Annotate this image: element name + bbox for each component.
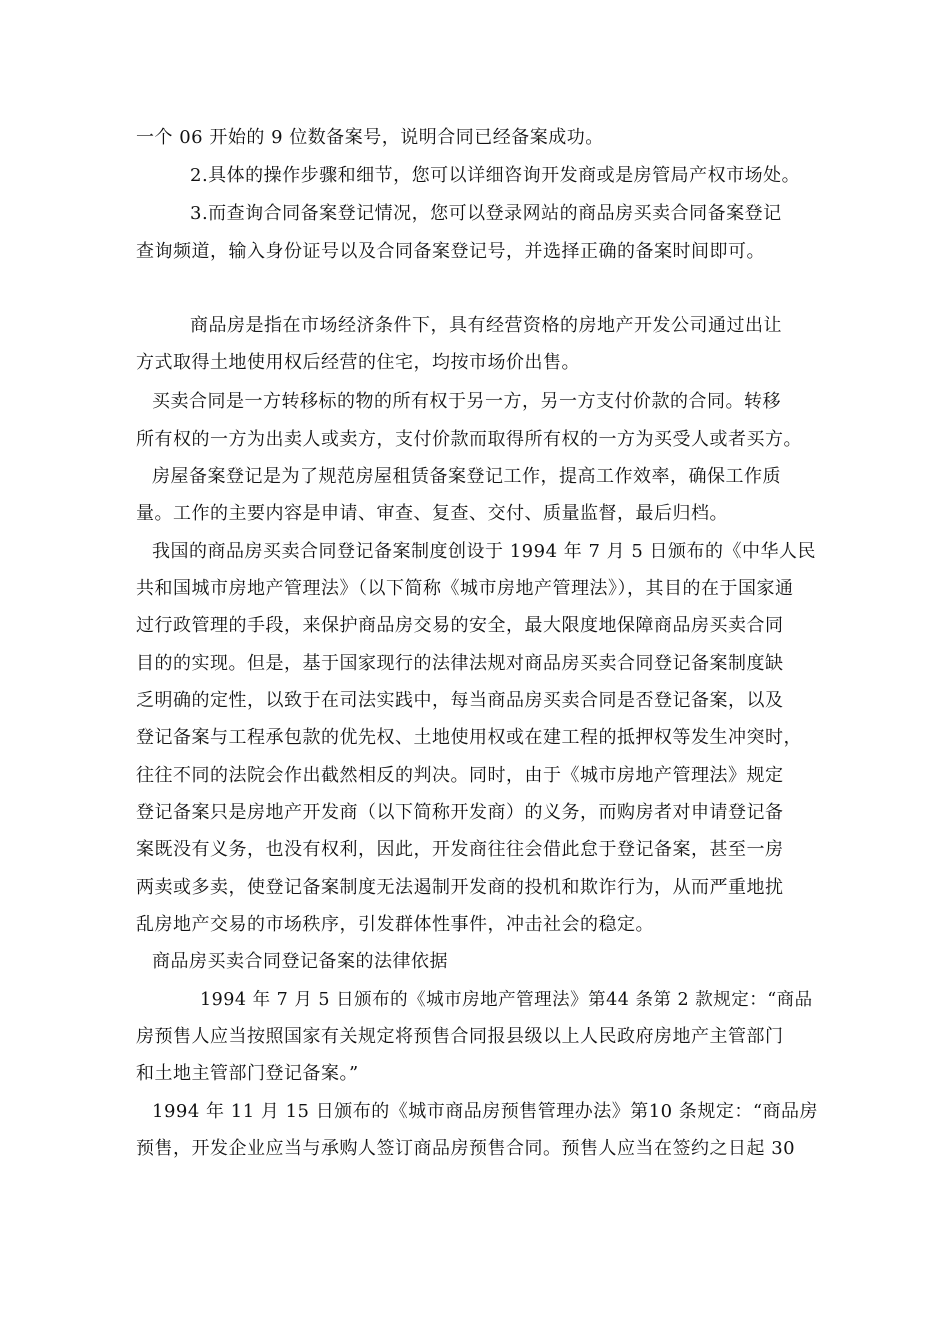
text-line: 共和国城市房地产管理法》（以下简称《城市房地产管理法》），其目的在于国家通	[136, 578, 794, 599]
text-line: 乏明确的定性，以致于在司法实践中，每当商品房买卖合同是否登记备案，以及	[136, 690, 784, 711]
text-line: 房屋备案登记是为了规范房屋租赁备案登记工作，提高工作效率，确保工作质	[152, 466, 781, 487]
text-line: 预售，开发企业应当与承购人签订商品房预售合同。预售人应当在签约之日起 30	[136, 1138, 796, 1159]
text-line: 登记备案与工程承包款的优先权、土地使用权或在建工程的抵押权等发生冲突时，	[136, 727, 802, 748]
text-line: 一个 06 开始的 9 位数备案号，说明合同已经备案成功。	[136, 127, 604, 148]
text-line: 方式取得土地使用权后经营的住宅，均按市场价出售。	[136, 352, 580, 373]
text-line: 登记备案只是房地产开发商（以下简称开发商）的义务，而购房者对申请登记备	[136, 802, 784, 823]
text-line: 案既没有义务，也没有权利，因此，开发商往往会借此怠于登记备案，甚至一房	[136, 839, 784, 860]
text-line: 所有权的一方为出卖人或卖方，支付价款而取得所有权的一方为买受人或者买方。	[136, 429, 802, 450]
text-line: 和土地主管部门登记备案。”	[136, 1063, 359, 1084]
text-line: 商品房买卖合同登记备案的法律依据	[152, 951, 448, 972]
text-line: 过行政管理的手段，来保护商品房交易的安全，最大限度地保障商品房买卖合同	[136, 615, 784, 636]
text-line: 商品房是指在市场经济条件下，具有经营资格的房地产开发公司通过出让	[190, 315, 782, 336]
text-line: 3.而查询合同备案登记情况，您可以登录网站的商品房买卖合同备案登记	[190, 203, 782, 224]
text-line: 1994 年 11 月 15 日颁布的《城市商品房预售管理办法》第10 条规定：“商品房	[152, 1101, 819, 1122]
text-line: 乱房地产交易的市场秩序，引发群体性事件，冲击社会的稳定。	[136, 914, 654, 935]
text-line: 量。工作的主要内容是申请、审查、复查、交付、质量监督，最后归档。	[136, 503, 728, 524]
text-line: 房预售人应当按照国家有关规定将预售合同报县级以上人民政府房地产主管部门	[136, 1026, 784, 1047]
text-line: 2.具体的操作步骤和细节，您可以详细咨询开发商或是房管局产权市场处。	[190, 165, 801, 186]
text-line: 往往不同的法院会作出截然相反的判决。同时，由于《城市房地产管理法》规定	[136, 765, 784, 786]
text-line: 1994 年 7 月 5 日颁布的《城市房地产管理法》第44 条第 2 款规定：“商品	[200, 990, 813, 1010]
text-line: 目的的实现。但是，基于国家现行的法律法规对商品房买卖合同登记备案制度缺	[136, 653, 784, 674]
text-line: 两卖或多卖，使登记备案制度无法遏制开发商的投机和欺诈行为，从而严重地扰	[136, 877, 784, 898]
text-line: 我国的商品房买卖合同登记备案制度创设于 1994 年 7 月 5 日颁布的《中华人民	[152, 541, 817, 562]
text-line: 查询频道，输入身份证号以及合同备案登记号，并选择正确的备案时间即可。	[136, 241, 765, 262]
text-line: 买卖合同是一方转移标的物的所有权于另一方，另一方支付价款的合同。转移	[152, 391, 781, 412]
